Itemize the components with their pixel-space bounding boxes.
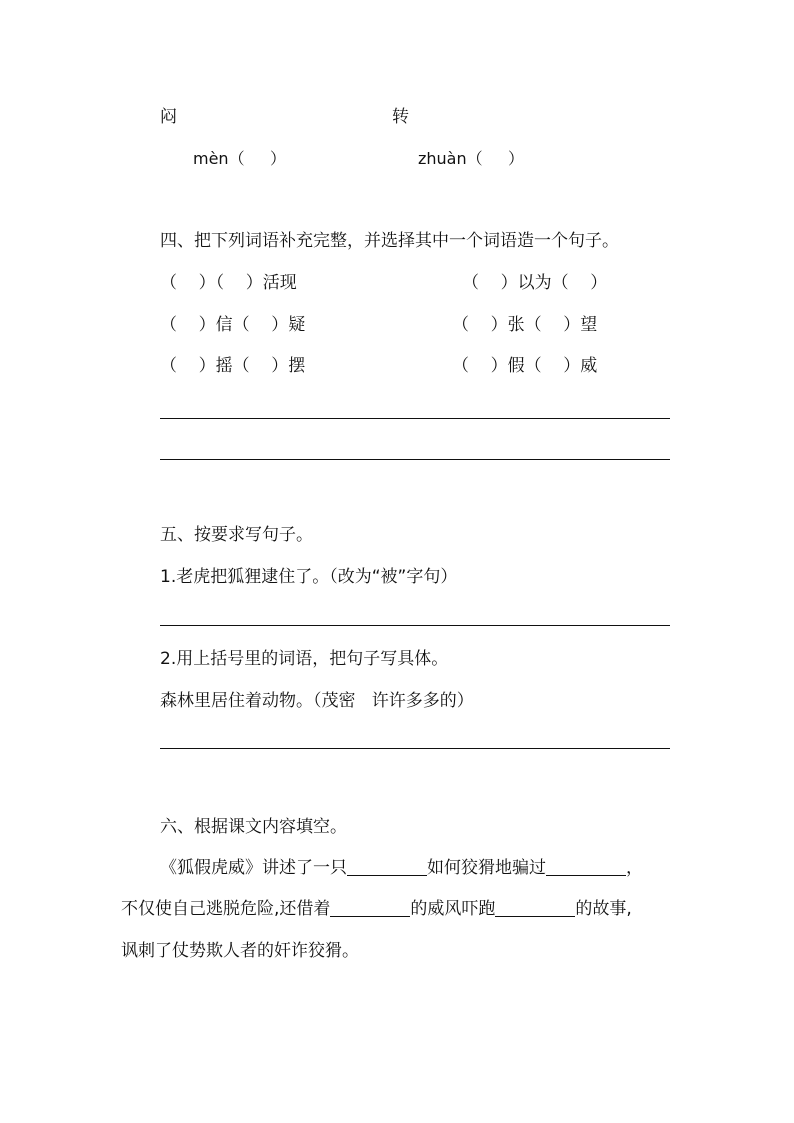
char-zhuan: 转: [392, 107, 409, 127]
idiom-3-left[interactable]: （ ）摇（ ）摆: [160, 356, 306, 376]
fill-text: 《狐假虎威》讲述了一只: [160, 858, 347, 878]
fill-text: ，: [626, 858, 643, 878]
fill-blank[interactable]: [330, 915, 410, 917]
fill-line-1: [160, 857, 643, 879]
section6-title: 六、根据课文内容填空。: [160, 817, 347, 837]
question-2-sentence: 森林里居住着动物。（茂密 许许多多的）: [160, 691, 474, 711]
fill-text: 的故事,: [575, 899, 632, 919]
pinyin-zhuan-blank[interactable]: zhuàn（ ）: [418, 149, 525, 168]
idiom-1-right[interactable]: （ ）以为（ ）: [462, 273, 608, 293]
idiom-2-left[interactable]: （ ）信（ ）疑: [160, 315, 306, 335]
answer-line[interactable]: [160, 625, 670, 626]
answer-line[interactable]: [160, 418, 670, 419]
fill-blank[interactable]: [495, 915, 575, 917]
section4-title: 四、把下列词语补充完整，并选择其中一个词语造一个句子。: [160, 231, 619, 251]
fill-blank[interactable]: [347, 874, 427, 876]
fill-text: 如何狡猾地骗过: [427, 858, 546, 878]
idiom-3-right[interactable]: （ ）假（ ）威: [452, 356, 598, 376]
question-2: 2.用上括号里的词语，把句子写具体。: [160, 649, 449, 669]
fill-line-3: 讽刺了仗势欺人者的奸诈狡猾。: [121, 941, 359, 961]
fill-line-2: [121, 898, 632, 920]
question-1: 1.老虎把狐狸逮住了。（改为“被”字句）: [160, 567, 458, 587]
answer-line[interactable]: [160, 748, 670, 749]
idiom-1-left[interactable]: （ ）（ ）活现: [160, 273, 297, 293]
answer-line[interactable]: [160, 459, 670, 460]
char-men: 闷: [160, 107, 177, 127]
fill-blank[interactable]: [546, 874, 626, 876]
fill-text: 不仅使自己逃脱危险,还借着: [121, 899, 331, 919]
fill-text: 的威风吓跑: [410, 899, 496, 919]
idiom-2-right[interactable]: （ ）张（ ）望: [452, 315, 598, 335]
pinyin-men-blank[interactable]: mèn（ ）: [193, 149, 287, 168]
section5-title: 五、按要求写句子。: [160, 525, 313, 545]
